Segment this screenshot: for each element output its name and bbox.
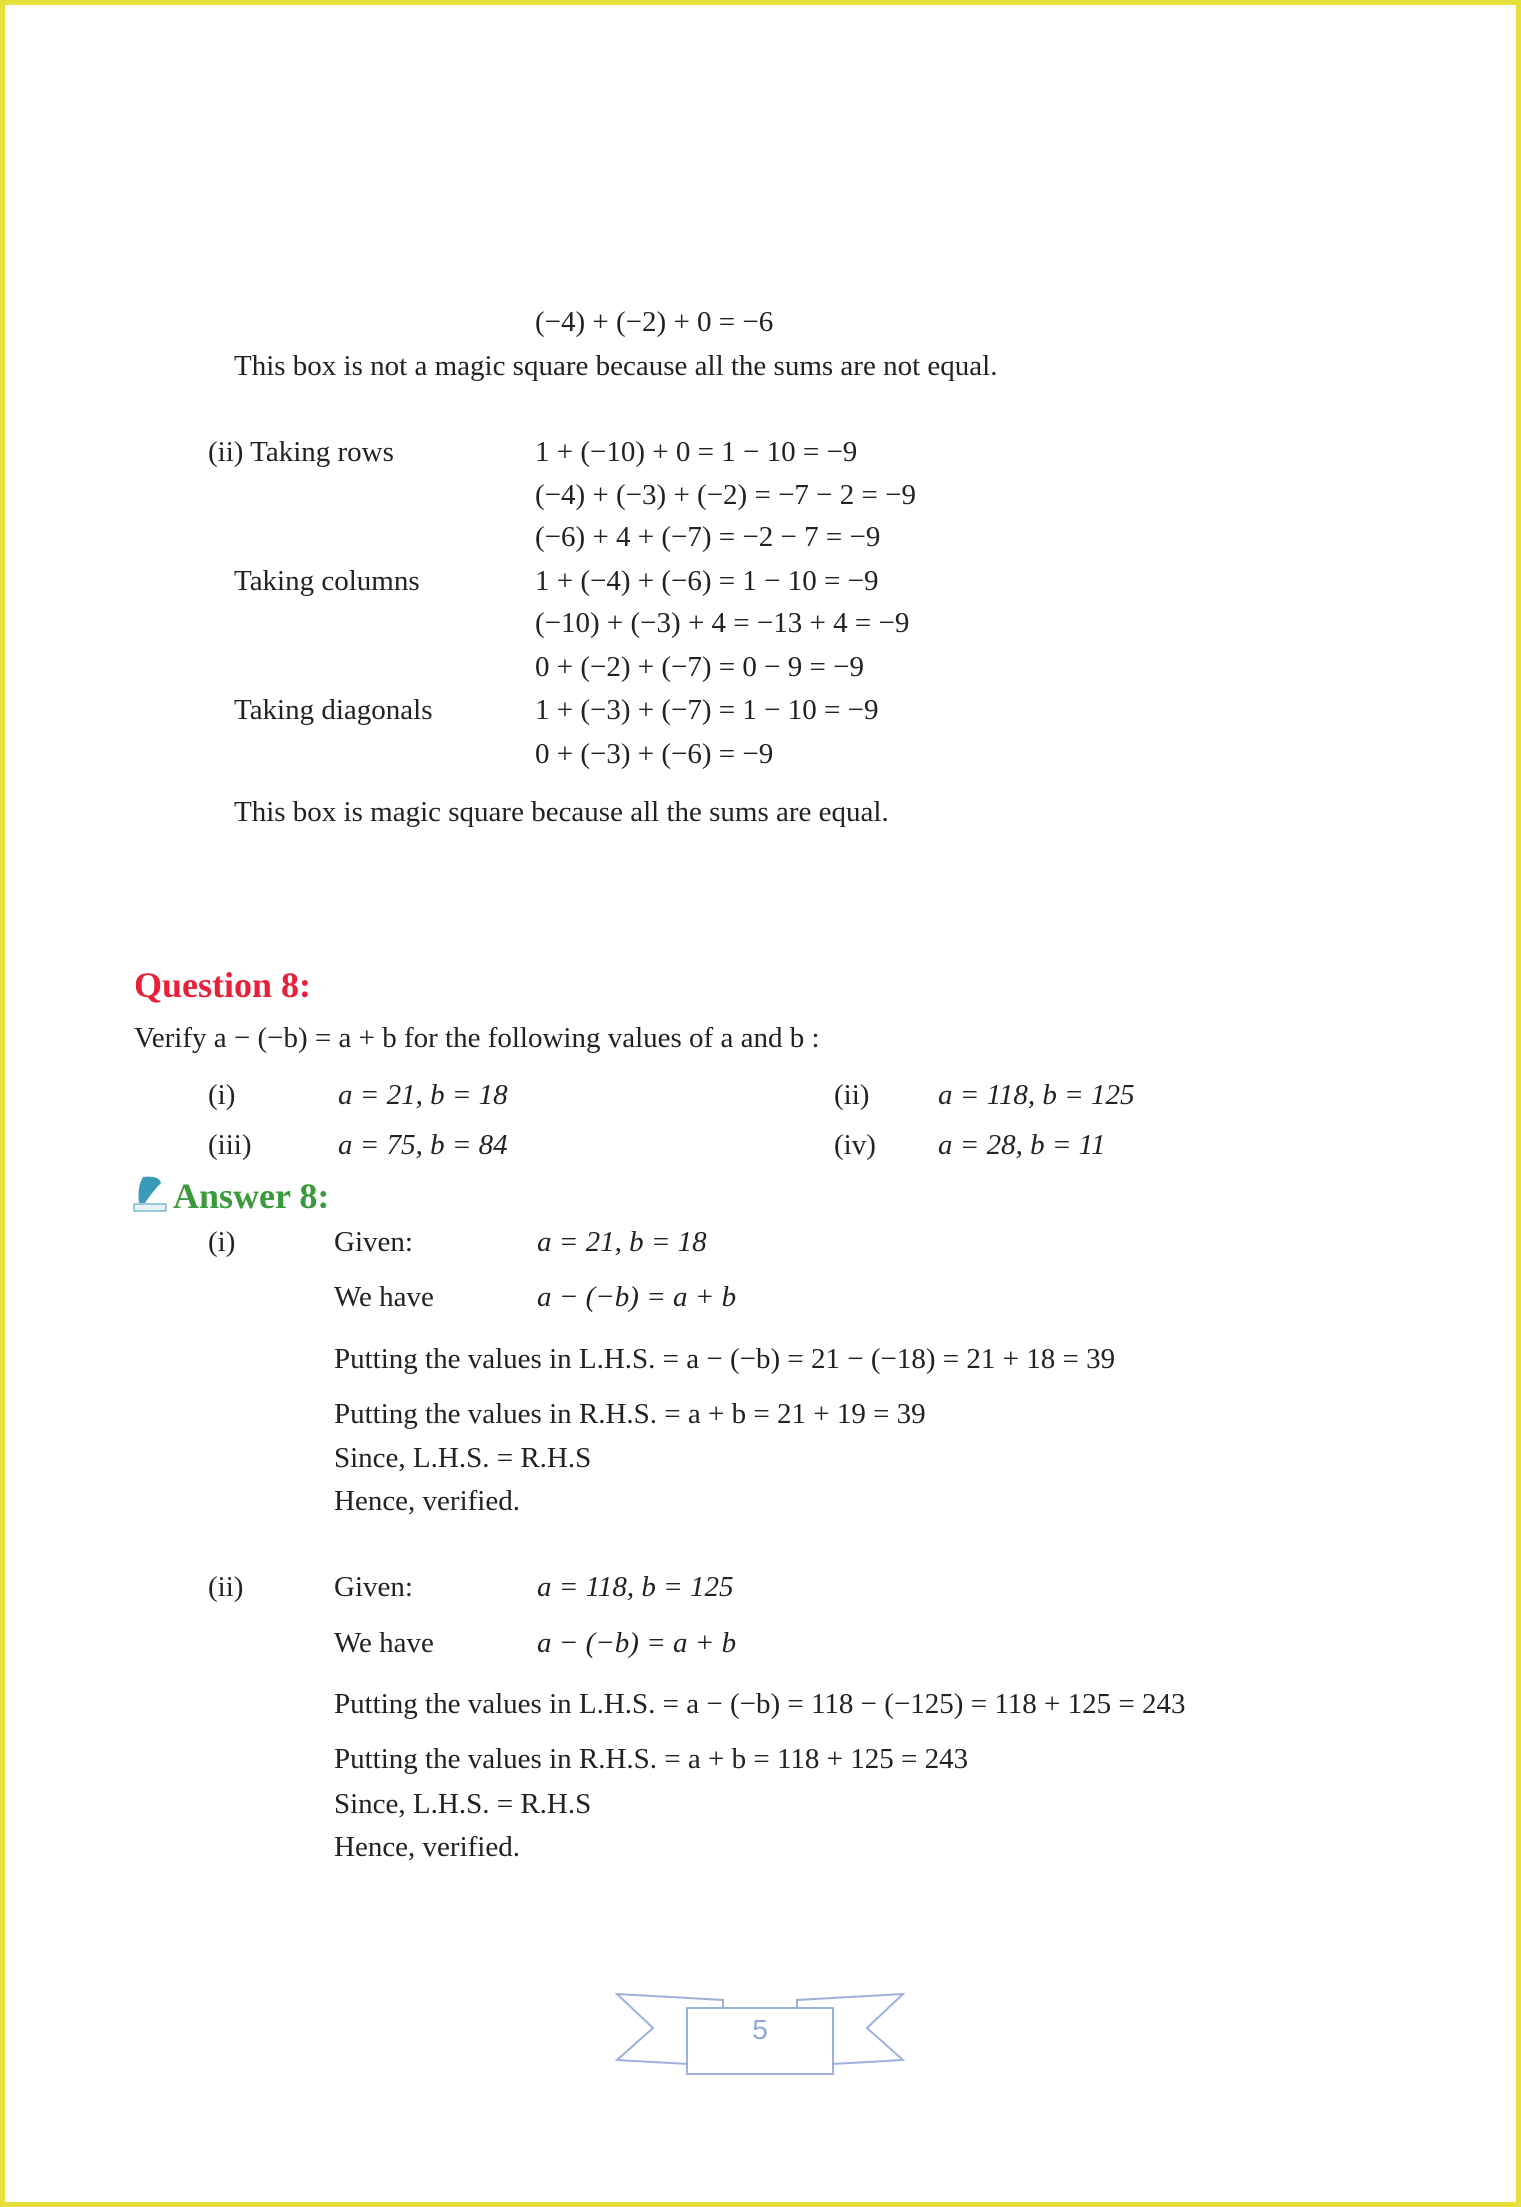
column-sum: 1 + (−4) + (−6) = 1 − 10 = −9 [535, 565, 879, 597]
given-label: Given: [334, 1226, 413, 1258]
sum-line: (−4) + (−2) + 0 = −6 [535, 306, 774, 338]
item-label: (ii) [834, 1079, 870, 1111]
part-label: (i) [208, 1226, 236, 1258]
row-sum: (−6) + 4 + (−7) = −2 − 7 = −9 [535, 521, 881, 553]
hence-line: Hence, verified. [334, 1831, 520, 1863]
diagonal-sum: 1 + (−3) + (−7) = 1 − 10 = −9 [535, 694, 879, 726]
column-sum: (−10) + (−3) + 4 = −13 + 4 = −9 [535, 607, 910, 639]
lhs-line: Putting the values in L.H.S. = a − (−b) = 21 − (−18) = 21 + 18 = 39 [334, 1343, 1116, 1375]
given-value: a = 118, b = 125 [537, 1571, 734, 1603]
row-sum: 1 + (−10) + 0 = 1 − 10 = −9 [535, 436, 858, 468]
item-value: a = 28, b = 11 [938, 1129, 1106, 1161]
answer-title: Answer 8: [173, 1176, 330, 1216]
identity: a − (−b) = a + b [537, 1281, 737, 1313]
lhs-line: Putting the values in L.H.S. = a − (−b) = 118 − (−125) = 118 + 125 = 243 [334, 1688, 1186, 1720]
given-label: Given: [334, 1571, 413, 1603]
identity: a − (−b) = a + b [537, 1627, 737, 1659]
item-label: (i) [208, 1079, 236, 1111]
we-have-label: We have [334, 1281, 434, 1313]
part-label: (ii) [208, 1571, 244, 1603]
item-value: a = 118, b = 125 [938, 1079, 1135, 1111]
rhs-line: Putting the values in R.H.S. = a + b = 21 + 19 = 39 [334, 1398, 926, 1430]
column-sum: 0 + (−2) + (−7) = 0 − 9 = −9 [535, 651, 864, 683]
since-line: Since, L.H.S. = R.H.S [334, 1442, 592, 1474]
columns-label: Taking columns [234, 565, 420, 597]
page-number-ribbon [615, 1990, 905, 2080]
conclusion-text: This box is magic square because all the sums are equal. [234, 796, 889, 828]
given-value: a = 21, b = 18 [537, 1226, 707, 1258]
since-line: Since, L.H.S. = R.H.S [334, 1788, 592, 1820]
question-title: Question 8: [134, 965, 312, 1005]
item-value: a = 75, b = 84 [338, 1129, 508, 1161]
diagonals-label: Taking diagonals [234, 694, 433, 726]
we-have-label: We have [334, 1627, 434, 1659]
item-value: a = 21, b = 18 [338, 1079, 508, 1111]
diagonal-sum: 0 + (−3) + (−6) = −9 [535, 738, 774, 770]
row-sum: (−4) + (−3) + (−2) = −7 − 2 = −9 [535, 479, 916, 511]
rows-label: (ii) Taking rows [208, 436, 394, 468]
item-label: (iv) [834, 1129, 876, 1161]
page-number: 5 [752, 2014, 768, 2045]
rhs-line: Putting the values in R.H.S. = a + b = 118 + 125 = 243 [334, 1743, 969, 1775]
edunext-logo-icon [133, 1175, 167, 1213]
item-label: (iii) [208, 1129, 252, 1161]
question-prompt: Verify a − (−b) = a + b for the following values of a and b : [134, 1022, 820, 1054]
hence-line: Hence, verified. [334, 1485, 520, 1517]
conclusion-text: This box is not a magic square because all the sums are not equal. [234, 350, 998, 382]
